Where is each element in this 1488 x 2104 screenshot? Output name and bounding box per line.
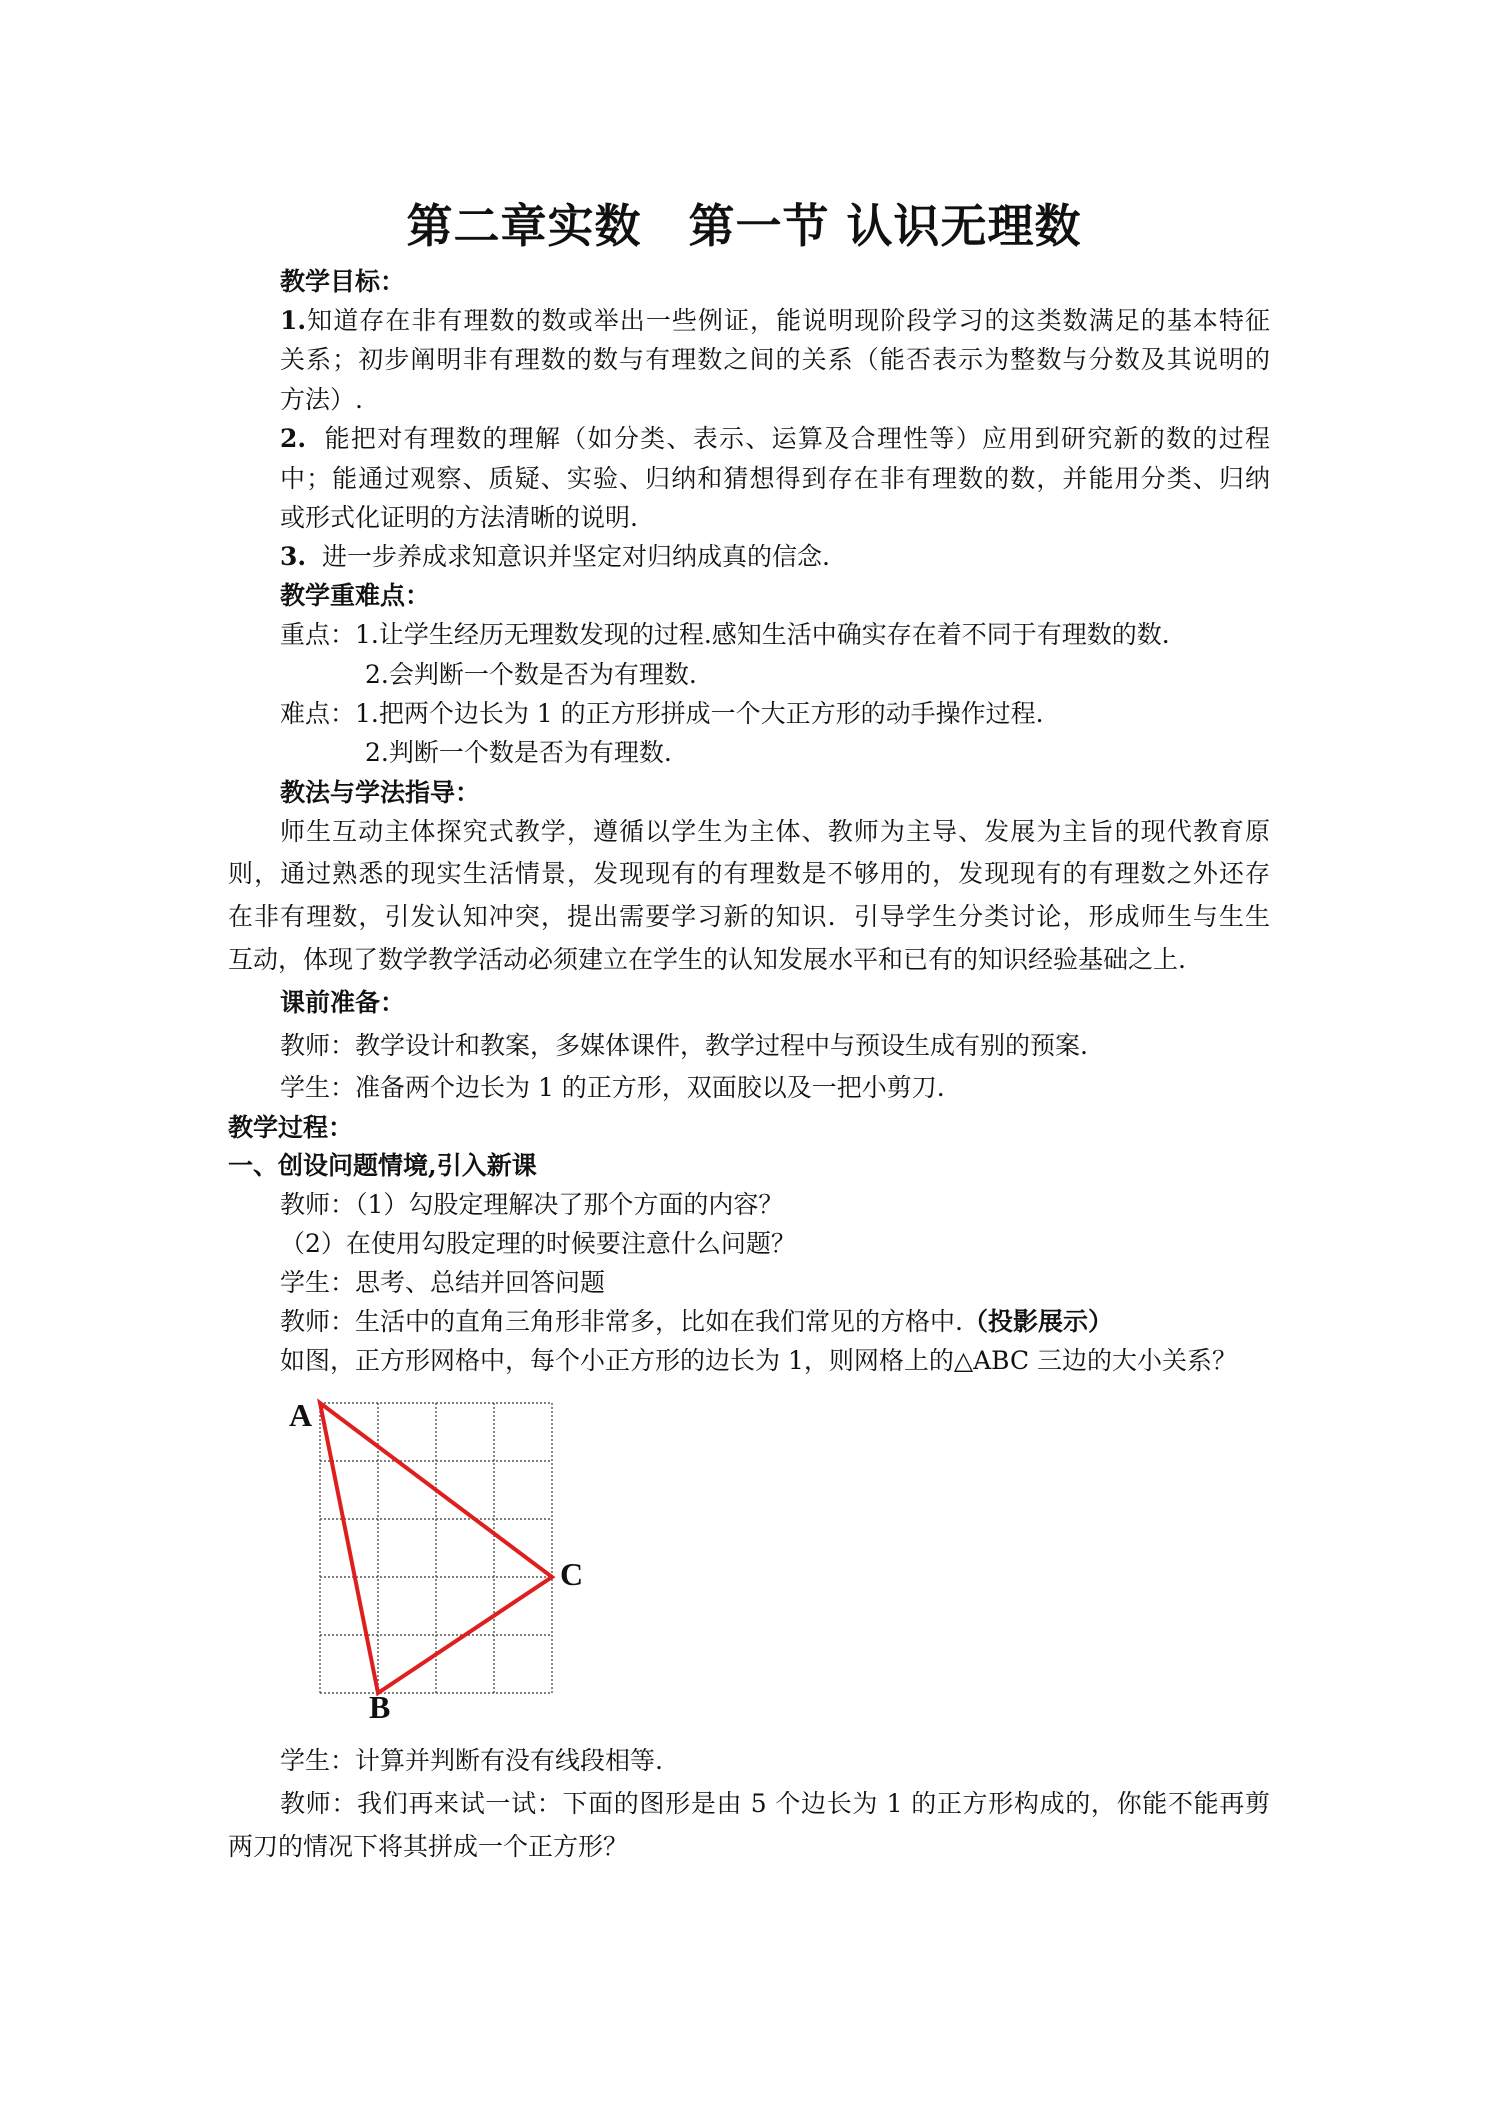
objective-3-text: 进一步养成求知意识并坚定对归纳成真的信念. (322, 542, 830, 571)
method-line-3: 在非有理数，引发认知冲突，提出需要学习新的知识．引导学生分类讨论，形成师生与生生 (228, 902, 1270, 931)
objective-2-line-3: 或形式化证明的方法清晰的说明. (280, 503, 638, 532)
hard-point-2: 2.判断一个数是否为有理数. (365, 738, 672, 767)
objective-3-line-1 (280, 539, 830, 575)
section-1-heading: 一、创设问题情境,引入新课 (228, 1151, 537, 1180)
teacher-question-1: 教师：（1）勾股定理解决了那个方面的内容？ (280, 1190, 784, 1219)
objective-2-text: 能把对有理数的理解（如分类、表示、运算及合理性等）应用到研究新的数的过程 (324, 424, 1270, 453)
preparation-student: 学生：准备两个边长为 1 的正方形，双面胶以及一把小剪刀. (280, 1073, 945, 1102)
key-point-1: 重点：1.让学生经历无理数发现的过程.感知生活中确实存在着不同于有理数的数. (280, 620, 1170, 649)
teacher-statement-2-text: 教师：生活中的直角三角形非常多，比如在我们常见的方格中. (280, 1307, 963, 1336)
student-answer-2: 学生：计算并判断有没有线段相等. (280, 1746, 663, 1775)
teacher-statement-2 (280, 1304, 1113, 1340)
method-line-1: 师生互动主体探究式教学，遵循以学生为主体、教师为主导、发展为主旨的现代教育原 (280, 817, 1270, 846)
teacher-statement-3-line-1: 教师：我们再来试一试：下面的图形是由 5 个边长为 1 的正方形构成的，你能不能再剪 (280, 1789, 1270, 1818)
grid-triangle-figure (285, 1388, 605, 1728)
method-line-2: 则，通过熟悉的现实生活情景，发现现有的有理数是不够用的，发现现有的有理数之外还存 (228, 859, 1270, 888)
objective-3-number: 3. (280, 542, 307, 571)
process-heading: 教学过程： (228, 1113, 354, 1142)
method-heading: 教法与学法指导： (280, 778, 481, 807)
teacher-statement-3-line-2: 两刀的情况下将其拼成一个正方形？ (228, 1832, 629, 1861)
hard-point-1: 难点：1.把两个边长为 1 的正方形拼成一个大正方形的动手操作过程. (280, 699, 1044, 728)
projection-note: （投影展示） (962, 1307, 1113, 1336)
objective-1-line-3: 方法）. (280, 385, 363, 414)
preparation-teacher: 教师：教学设计和教案，多媒体课件，教学过程中与预设生成有别的预案. (280, 1031, 1088, 1060)
key-point-2: 2.会判断一个数是否为有理数. (365, 660, 697, 689)
student-answer-1: 学生：思考、总结并回答问题 (280, 1268, 606, 1297)
objective-1-number: 1. (280, 306, 307, 335)
vertex-label-a: A (289, 1397, 313, 1433)
objective-1-line-1 (280, 303, 1270, 339)
page-title: 第二章实数 第一节 认识无理数 (406, 199, 1082, 253)
objective-2-line-1 (280, 421, 1270, 457)
objectives-heading: 教学目标： (280, 267, 406, 296)
preparation-heading: 课前准备： (280, 988, 406, 1017)
method-line-4: 互动，体现了数学教学活动必须建立在学生的认知发展水平和已有的知识经验基础之上. (228, 945, 1186, 974)
difficulty-heading: 教学重难点： (280, 581, 431, 610)
grid-lines (320, 1403, 552, 1693)
vertex-label-c: C (560, 1556, 584, 1592)
objective-1-line-2: 关系；初步阐明非有理数的数与有理数之间的关系（能否表示为整数与分数及其说明的 (280, 345, 1270, 374)
teacher-question-2: （2）在使用勾股定理的时候要注意什么问题？ (280, 1229, 796, 1258)
vertex-label-b: B (369, 1689, 391, 1725)
objective-1-text: 知道存在非有理数的数或举出一些例证，能说明现阶段学习的这类数满足的基本特征 (306, 306, 1270, 335)
triangle-question: 如图，正方形网格中，每个小正方形的边长为 1，则网格上的△ABC 三边的大小关系？ (280, 1346, 1238, 1375)
objective-2-line-2: 中；能通过观察、质疑、实验、归纳和猜想得到存在非有理数的数，并能用分类、归纳 (280, 464, 1270, 493)
objective-2-number: 2. (280, 424, 307, 453)
